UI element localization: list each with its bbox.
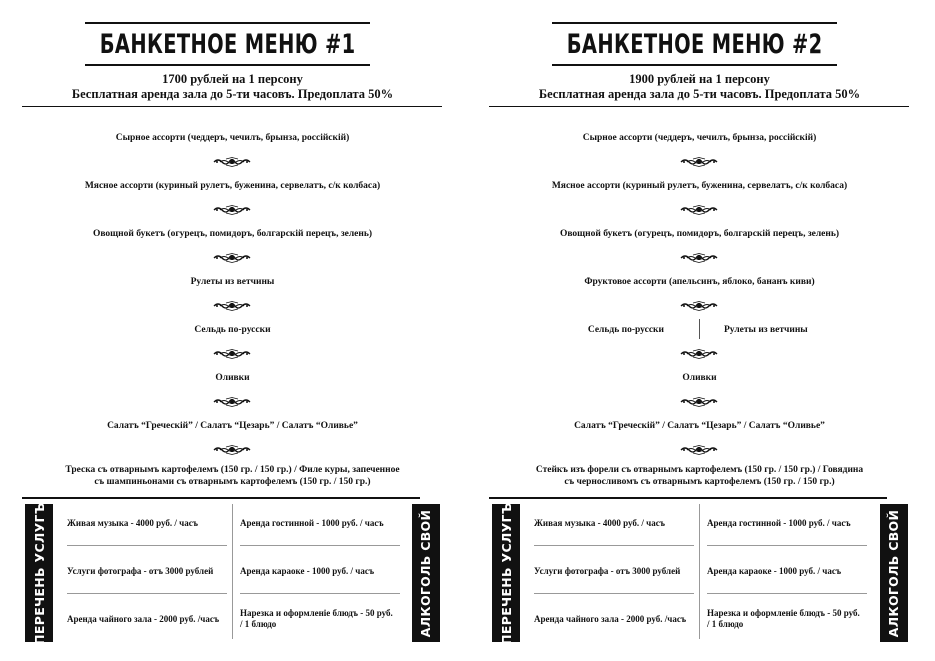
divider (489, 106, 909, 107)
ornament-icon (679, 157, 719, 167)
ornament-icon (679, 253, 719, 263)
service-divider (67, 545, 227, 546)
service-item: Нарезка и оформленiе блюдъ - 50 руб. / 1 блюдо (240, 608, 393, 629)
service-divider (707, 545, 867, 546)
ornament-icon (212, 205, 252, 215)
menu-page-1 (0, 0, 445, 661)
divider (489, 497, 887, 499)
menu-subtitle (467, 72, 932, 102)
dish-item: Сырное ассорти (чеддеръ, чечилъ, брынза, россiйскiй) (115, 133, 350, 143)
ornament-icon (212, 301, 252, 311)
service-divider (67, 593, 227, 594)
dish-item: Оливки (215, 373, 250, 383)
service-item: Аренда караоке - 1000 руб. / часъ (707, 566, 842, 576)
service-divider (240, 545, 400, 546)
split-divider (699, 319, 700, 339)
service-item: Нарезка и оформленiе блюдъ - 50 руб. / 1 блюдо (707, 608, 860, 629)
dish-item: Мясное ассорти (куриный рулетъ, буженина, сервелатъ, с/к колбаса) (84, 181, 381, 191)
alcohol-sidebar-label: АЛКОГОЛЬ СВОЙ (880, 504, 908, 642)
menu-title-box (85, 22, 370, 66)
ornament-icon (212, 253, 252, 263)
ornament-icon (212, 445, 252, 455)
price-line: 1700 рублей на 1 персону (162, 72, 303, 86)
dish-item: Рулеты из ветчины (190, 277, 275, 287)
divider (22, 106, 442, 107)
rent-line: Бесплатная аренда зала до 5-ти часовъ. Предоплата 50% (538, 87, 861, 101)
column-divider (699, 504, 700, 639)
dish-item: Салатъ “Греческiй” / Салатъ “Цезарь” / Салатъ “Оливье” (574, 421, 825, 431)
service-item: Услуги фотографа - отъ 3000 рублей (67, 566, 214, 576)
column-divider (232, 504, 233, 639)
price-line: 1900 рублей на 1 персону (629, 72, 770, 86)
menu-subtitle (0, 72, 465, 102)
ornament-icon (679, 205, 719, 215)
service-divider (534, 545, 694, 546)
service-divider (534, 593, 694, 594)
dish-item: Овощной букетъ (огурецъ, помидоръ, болгарскiй перецъ, зелень) (559, 229, 840, 239)
service-item: Аренда чайного зала - 2000 руб. /часъ (534, 614, 687, 624)
rent-line: Бесплатная аренда зала до 5-ти часовъ. Предоплата 50% (71, 87, 394, 101)
menu-page-2 (467, 0, 912, 661)
main-course-line-1: Треска съ отварнымъ картофелемъ (150 гр. / 150 гр.) / Филе куры, запеченное (65, 465, 400, 475)
dish-item: Фруктовое ассорти (апельсинъ, яблоко, бананъ киви) (584, 277, 815, 287)
ornament-icon (679, 397, 719, 407)
dish-item: Мясное ассорти (куриный рулетъ, буженина, сервелатъ, с/к колбаса) (551, 181, 848, 191)
menu-title-box (552, 22, 837, 66)
main-course-line-2: съ черносливомъ съ отварнымъ картофелемъ (150 гр. / 150 гр.) (564, 476, 835, 487)
service-divider (240, 593, 400, 594)
dish-item: Овощной букетъ (огурецъ, помидоръ, болгарскiй перецъ, зелень) (92, 229, 373, 239)
menu-title: БАНКЕТНОЕ МЕНЮ #1 (99, 28, 356, 60)
menu-title: БАНКЕТНОЕ МЕНЮ #2 (566, 28, 823, 60)
ornament-icon (679, 349, 719, 359)
service-item: Аренда караоке - 1000 руб. / часъ (240, 566, 375, 576)
dish-item: Сельдь по-русски (194, 325, 271, 335)
services-sidebar-label: ПЕРЕЧЕНЬ УСЛУГЪ (492, 504, 520, 642)
service-item: Аренда гостинной - 1000 руб. / часъ (707, 518, 851, 528)
service-divider (707, 593, 867, 594)
ornament-icon (212, 157, 252, 167)
ornament-icon (679, 301, 719, 311)
service-item: Живая музыка - 4000 руб. / часъ (534, 518, 665, 528)
main-course (0, 465, 465, 488)
ornament-icon (679, 445, 719, 455)
main-course-line-1: Стейкъ изъ форели съ отварнымъ картофелемъ (150 гр. / 150 гр.) / Говядина (535, 465, 864, 475)
dish-item-right: Рулеты из ветчины (724, 325, 808, 335)
dish-item: Сырное ассорти (чеддеръ, чечилъ, брынза, россiйскiй) (582, 133, 817, 143)
service-item: Аренда гостинной - 1000 руб. / часъ (240, 518, 384, 528)
dish-item: Салатъ “Греческiй” / Салатъ “Цезарь” / Салатъ “Оливье” (107, 421, 358, 431)
divider (22, 497, 420, 499)
dish-item-left: Сельдь по-русски (587, 325, 664, 335)
main-course-line-2: съ шампиньонами съ отварнымъ картофелемъ (150 гр. / 150 гр.) (94, 476, 371, 487)
ornament-icon (212, 349, 252, 359)
service-item: Аренда чайного зала - 2000 руб. /часъ (67, 614, 220, 624)
service-item: Живая музыка - 4000 руб. / часъ (67, 518, 198, 528)
dish-item: Оливки (682, 373, 717, 383)
main-course (467, 465, 932, 488)
ornament-icon (212, 397, 252, 407)
services-sidebar-label: ПЕРЕЧЕНЬ УСЛУГЪ (25, 504, 53, 642)
service-item: Услуги фотографа - отъ 3000 рублей (534, 566, 681, 576)
alcohol-sidebar-label: АЛКОГОЛЬ СВОЙ (412, 504, 440, 642)
